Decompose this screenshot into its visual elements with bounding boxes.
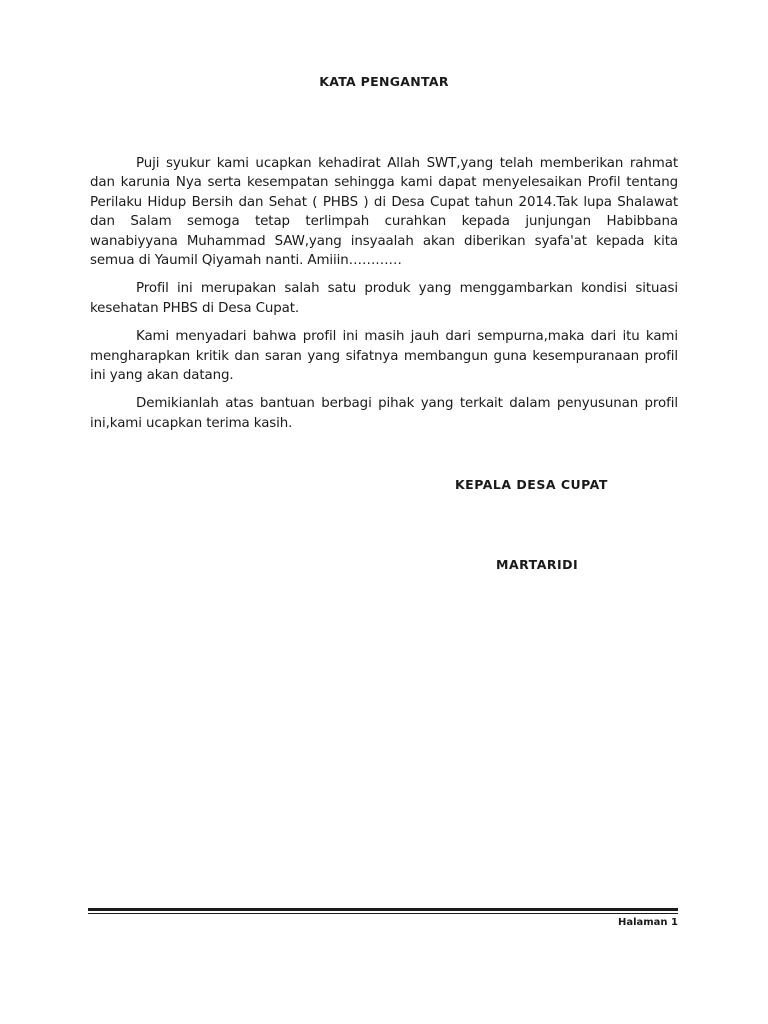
footer-rule-thin [88, 913, 678, 914]
page-number: Halaman 1 [617, 917, 678, 928]
footer-rule [88, 908, 678, 911]
signature-name: MARTARIDI [496, 557, 579, 572]
document-title: KATA PENGANTAR [319, 74, 449, 89]
document-body [90, 154, 678, 442]
paragraph: Kami menyadari bahwa profil ini masih jauh dari sempurna,maka dari itu kami mengharapkan kritik dan saran yang sifatnya membangun guna kesempuranaan profil ini yang akan datang. [90, 329, 678, 384]
signature-title: KEPALA DESA CUPAT [455, 477, 608, 492]
paragraph: Profil ini merupakan salah satu produk yang menggambarkan kondisi situasi kesehatan PHBS di Desa Cupat. [90, 281, 678, 316]
paragraph: Demikianlah atas bantuan berbagi pihak yang terkait dalam penyusunan profil ini,kami ucapkan terima kasih. [90, 396, 678, 431]
paragraph: Puji syukur kami ucapkan kehadirat Allah SWT,yang telah memberikan rahmat dan karunia Nya serta kesempatan sehingga kami dapat menyelesaikan Profil tentang Perilaku Hidup Bersih dan Sehat ( PHBS ) di Desa Cupat tahun 2014.Tak lupa Shalawat dan Salam semoga tetap terlimpah curahkan kepada junjungan Habibbana wanabiyyana Muhammad SAW,yang insyaalah akan diberikan syafa'at kepada kita semua di Yaumil Qiyamah nanti. Amiiin………… [90, 156, 678, 269]
